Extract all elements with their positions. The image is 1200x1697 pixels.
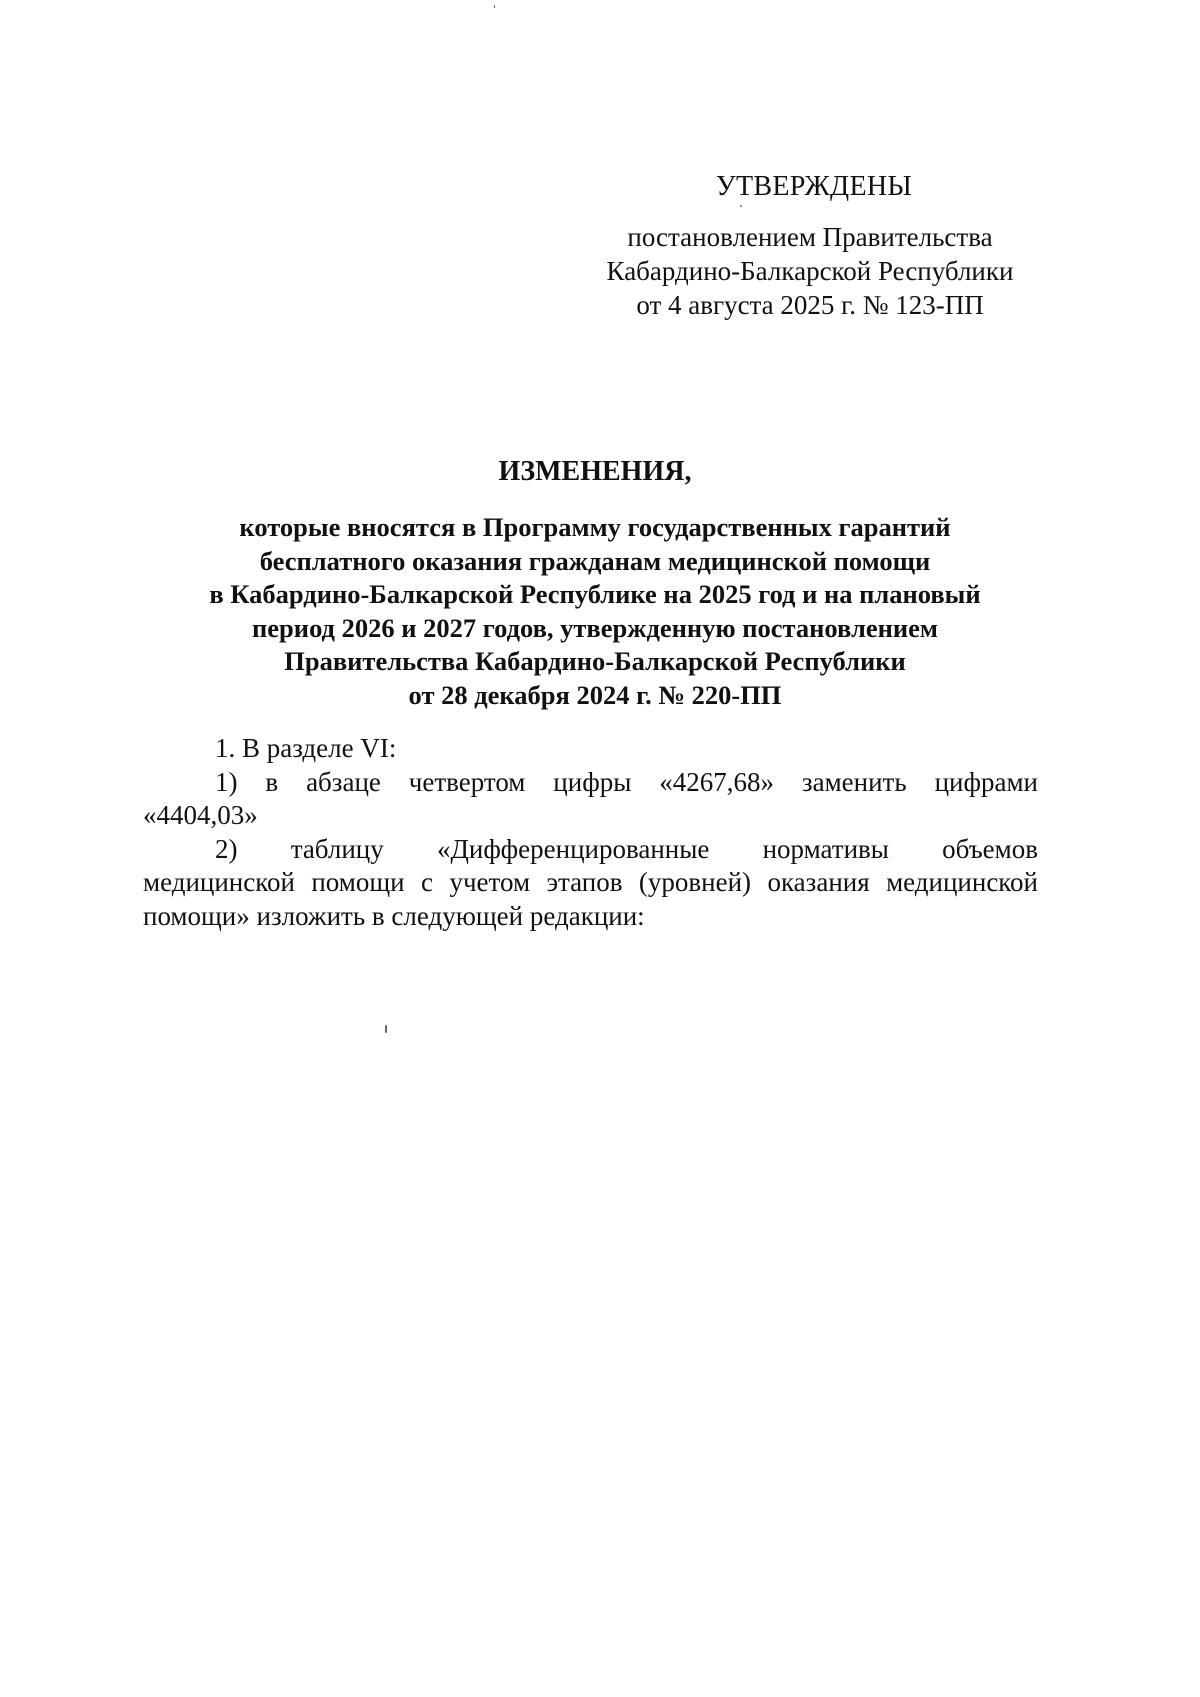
document-subtitle-line-3: в Кабардино-Балкарской Республике на 2025 год и на плановый bbox=[209, 579, 981, 609]
approval-title: УТВЕРЖДЕНЫ bbox=[715, 171, 913, 202]
approval-stamp bbox=[560, 170, 1060, 322]
document-body bbox=[143, 732, 1038, 933]
approval-line-1: постановлением Правительства bbox=[627, 222, 993, 252]
scan-speck bbox=[494, 5, 495, 8]
section-heading: 1. В разделе VI: bbox=[215, 733, 397, 763]
approval-line-2: Кабардино-Балкарской Республики bbox=[606, 256, 1014, 286]
item-1-line-1: 1) в абзаце четвертом цифры «4267,68» заменить цифрами bbox=[215, 766, 1038, 797]
item-2-line-2: медицинской помощи с учетом этапов (уровней) оказания медицинской bbox=[143, 867, 1038, 897]
scan-speck bbox=[385, 1025, 387, 1033]
document-subtitle-line-1: которые вносятся в Программу государственных гарантий bbox=[239, 512, 951, 542]
item-1-line-2: «4404,03» bbox=[143, 800, 258, 830]
document-subtitle-line-4: период 2026 и 2027 годов, утвержденную постановлением bbox=[252, 612, 938, 643]
scan-speck bbox=[740, 205, 742, 207]
approval-line-3: от 4 августа 2025 г. № 123-ПП bbox=[636, 290, 984, 320]
document-title-block bbox=[140, 455, 1050, 712]
document-title: ИЗМЕНЕНИЯ, bbox=[498, 456, 692, 487]
item-2-line-1: 2) таблицу «Дифференцированные нормативы объемов bbox=[215, 833, 1038, 864]
document-subtitle-line-2: бесплатного оказания гражданам медицинской помощи bbox=[259, 545, 931, 576]
document-subtitle-line-6: от 28 декабря 2024 г. № 220-ПП bbox=[408, 679, 782, 710]
document-subtitle-line-5: Правительства Кабардино-Балкарской Республики bbox=[284, 646, 906, 676]
item-2-line-3: помощи» изложить в следующей редакции: bbox=[143, 900, 645, 931]
